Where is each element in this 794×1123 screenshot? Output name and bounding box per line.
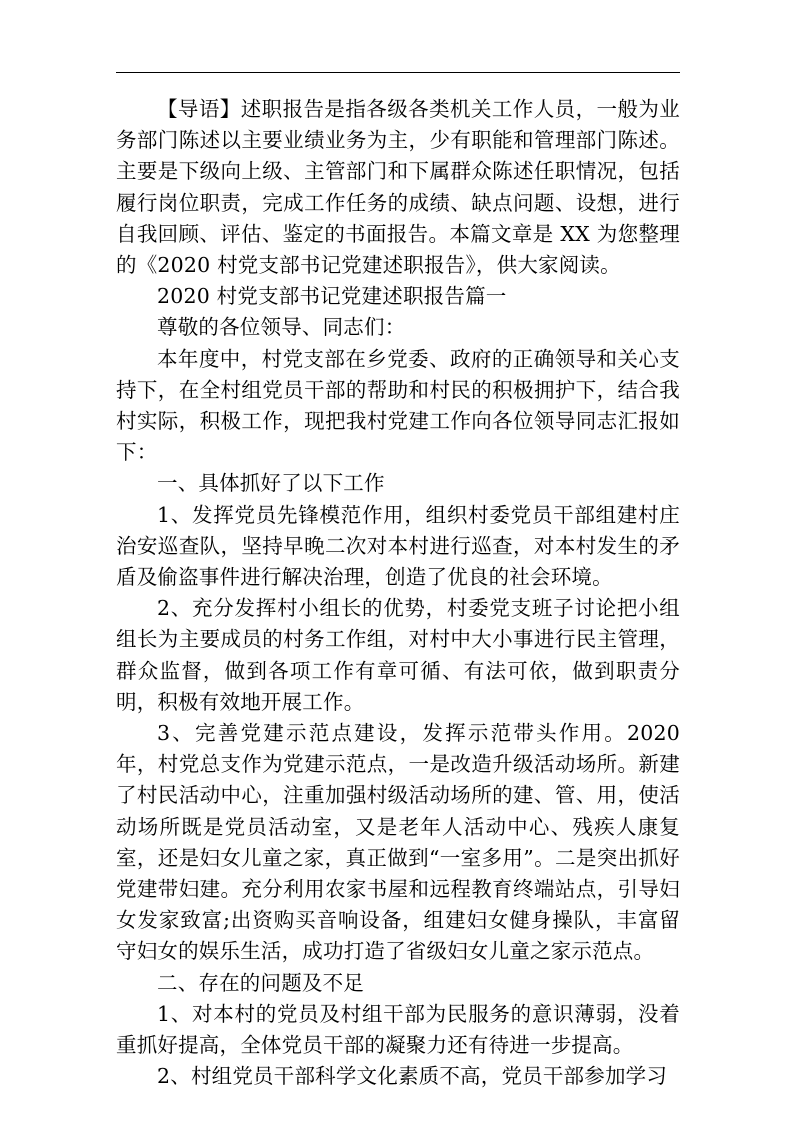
header-rule: [116, 72, 680, 73]
report-title: 2020 村党支部书记党建述职报告篇一: [157, 284, 507, 309]
document-body: [116, 94, 680, 1093]
work-item-3: 3、完善党建示范点建设，发挥示范带头作用。2020 年，村党总支作为党建示范点，一是改造升级活动场所。新建了村民活动中心，注重加强村级活动场所的建、管、用，使活动场所既是党员活动室，又是老年人活动中心、残疾人康复室，还是妇女儿童之家，真正做到“一室多用”。二是突出抓好党建带妇建。充分利用农家书屋和远程教育终端站点，引导妇女发家致富;出资购买音响设备，组建妇女健身操队，丰富留守妇女的娱乐生活，成功打造了省级妇女儿童之家示范点。: [116, 721, 680, 964]
work-item-1: 1、发挥党员先锋模范作用，组织村委党员干部组建村庄治安巡查队，坚持早晚二次对本村进行巡查，对本村发生的矛盾及偷盗事件进行解决治理，创造了优良的社会环境。: [116, 502, 680, 590]
salutation: 尊敬的各位领导、同志们：: [157, 315, 406, 340]
problem-item-2: 2、村组党员干部科学文化素质不高，党员干部参加学习: [157, 1064, 668, 1089]
intro-paragraph: 【导语】述职报告是指各级各类机关工作人员，一般为业务部门陈述以主要业绩业务为主，少有职能和管理部门陈述。主要是下级向上级、主管部门和下属群众陈述任职情况，包括履行岗位职责，完成工作任务的成绩、缺点问题、设想，进行自我回顾、评估、鉴定的书面报告。本篇文章是 XX 为您整理的《2020 村党支部书记党建述职报告》，供大家阅读。: [116, 97, 680, 278]
opening-paragraph: 本年度中，村党支部在乡党委、政府的正确领导和关心支持下，在全村组党员干部的帮助和村民的积极拥护下，结合我村实际，积极工作，现把我村党建工作向各位领导同志汇报如下：: [116, 346, 680, 465]
section-heading-2: 二、存在的问题及不足: [157, 970, 364, 995]
section-heading-1: 一、具体抓好了以下工作: [157, 471, 385, 496]
problem-item-1: 1、对本村的党员及村组干部为民服务的意识薄弱，没着重抓好提高，全体党员干部的凝聚力还有待进一步提高。: [116, 1001, 680, 1058]
work-item-2: 2、充分发挥村小组长的优势，村委党支班子讨论把小组组长为主要成员的村务工作组，对村中大小事进行民主管理，群众监督，做到各项工作有章可循、有法可依，做到职责分明，积极有效地开展工作。: [116, 596, 680, 714]
